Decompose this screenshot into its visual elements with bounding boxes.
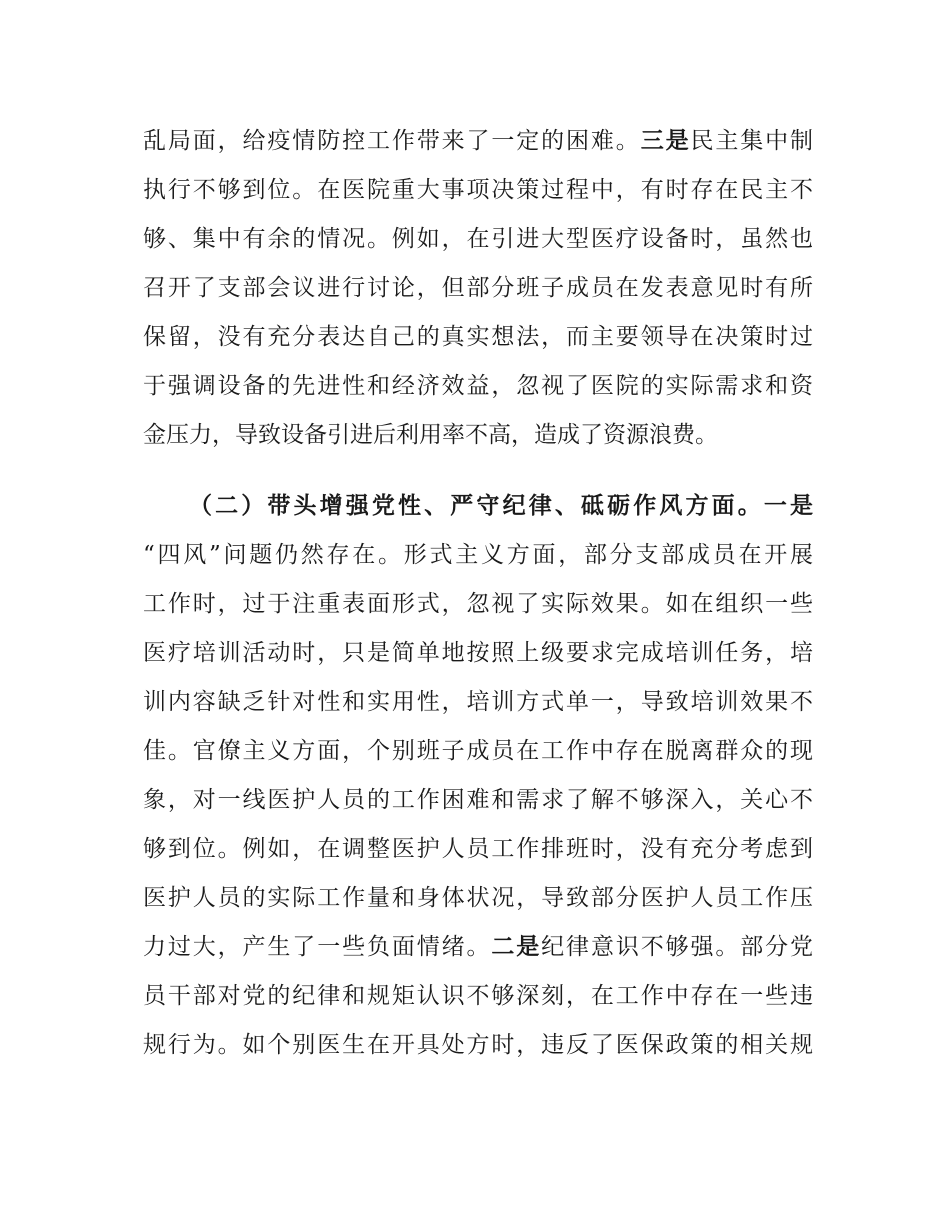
text-line [143, 215, 813, 264]
text-line [143, 776, 813, 825]
text-segment: 乱局面，给疫情防控工作带来了一定的困难。 [143, 128, 641, 154]
text-segment: “四风”问题仍然存在。形式主义方面，部分支部成员在开展 [143, 542, 813, 568]
text-segment: 够、集中有余的情况。例如，在引进大型医疗设备时，虽然也 [143, 226, 813, 252]
emphasis-label: 二是 [491, 934, 542, 960]
text-segment: 够到位。例如，在调整医护人员工作排班时，没有充分考虑到 [143, 836, 813, 862]
text-segment: 医护人员的实际工作量和身体状况，导致部分医护人员工作压 [143, 885, 813, 911]
text-segment: 于强调设备的先进性和经济效益，忽视了医院的实际需求和资 [143, 373, 813, 399]
text-line [143, 972, 813, 1021]
text-segment: 医疗培训活动时，只是简单地按照上级要求完成培训任务，培 [143, 640, 813, 666]
text-segment: 纪律意识不够强。部分党 [541, 934, 814, 960]
section-heading: （二）带头增强党性、严守纪律、砥砺作风方面。 [189, 493, 764, 519]
text-line [143, 117, 813, 166]
section-heading-line [189, 482, 813, 531]
text-line [143, 874, 813, 923]
text-line [143, 531, 813, 580]
text-segment: 金压力，导致设备引进后利用率不高，造成了资源浪费。 [143, 422, 718, 448]
text-line [143, 313, 813, 362]
text-segment: 执行不够到位。在医院重大事项决策过程中，有时存在民主不 [143, 177, 813, 203]
text-line [143, 580, 813, 629]
text-segment: 规行为。如个别医生在开具处方时，违反了医保政策的相关规 [143, 1032, 813, 1058]
text-line [143, 264, 813, 313]
emphasis-label: 一是 [763, 493, 814, 519]
text-segment: 象，对一线医护人员的工作困难和需求了解不够深入，关心不 [143, 787, 813, 813]
text-line [143, 166, 813, 215]
text-segment: 佳。官僚主义方面，个别班子成员在工作中存在脱离群众的现 [143, 738, 813, 764]
text-segment: 保留，没有充分表达自己的真实想法，而主要领导在决策时过 [143, 324, 813, 350]
text-segment: 员干部对党的纪律和规矩认识不够深刻，在工作中存在一些违 [143, 983, 813, 1009]
text-segment: 民主集中制 [690, 128, 814, 154]
text-segment: 训内容缺乏针对性和实用性，培训方式单一，导致培训效果不 [143, 689, 813, 715]
text-line [143, 629, 813, 678]
text-line [143, 825, 813, 874]
emphasis-label: 三是 [640, 128, 691, 154]
text-line [143, 923, 813, 972]
text-line [143, 727, 813, 776]
text-segment: 工作时，过于注重表面形式，忽视了实际效果。如在组织一些 [143, 591, 813, 617]
text-line [143, 362, 813, 411]
text-segment: 召开了支部会议进行讨论，但部分班子成员在发表意见时有所 [143, 275, 813, 301]
text-line [143, 678, 813, 727]
text-segment: 力过大，产生了一些负面情绪。 [143, 934, 492, 960]
text-line [143, 411, 813, 460]
text-line [143, 1021, 813, 1070]
